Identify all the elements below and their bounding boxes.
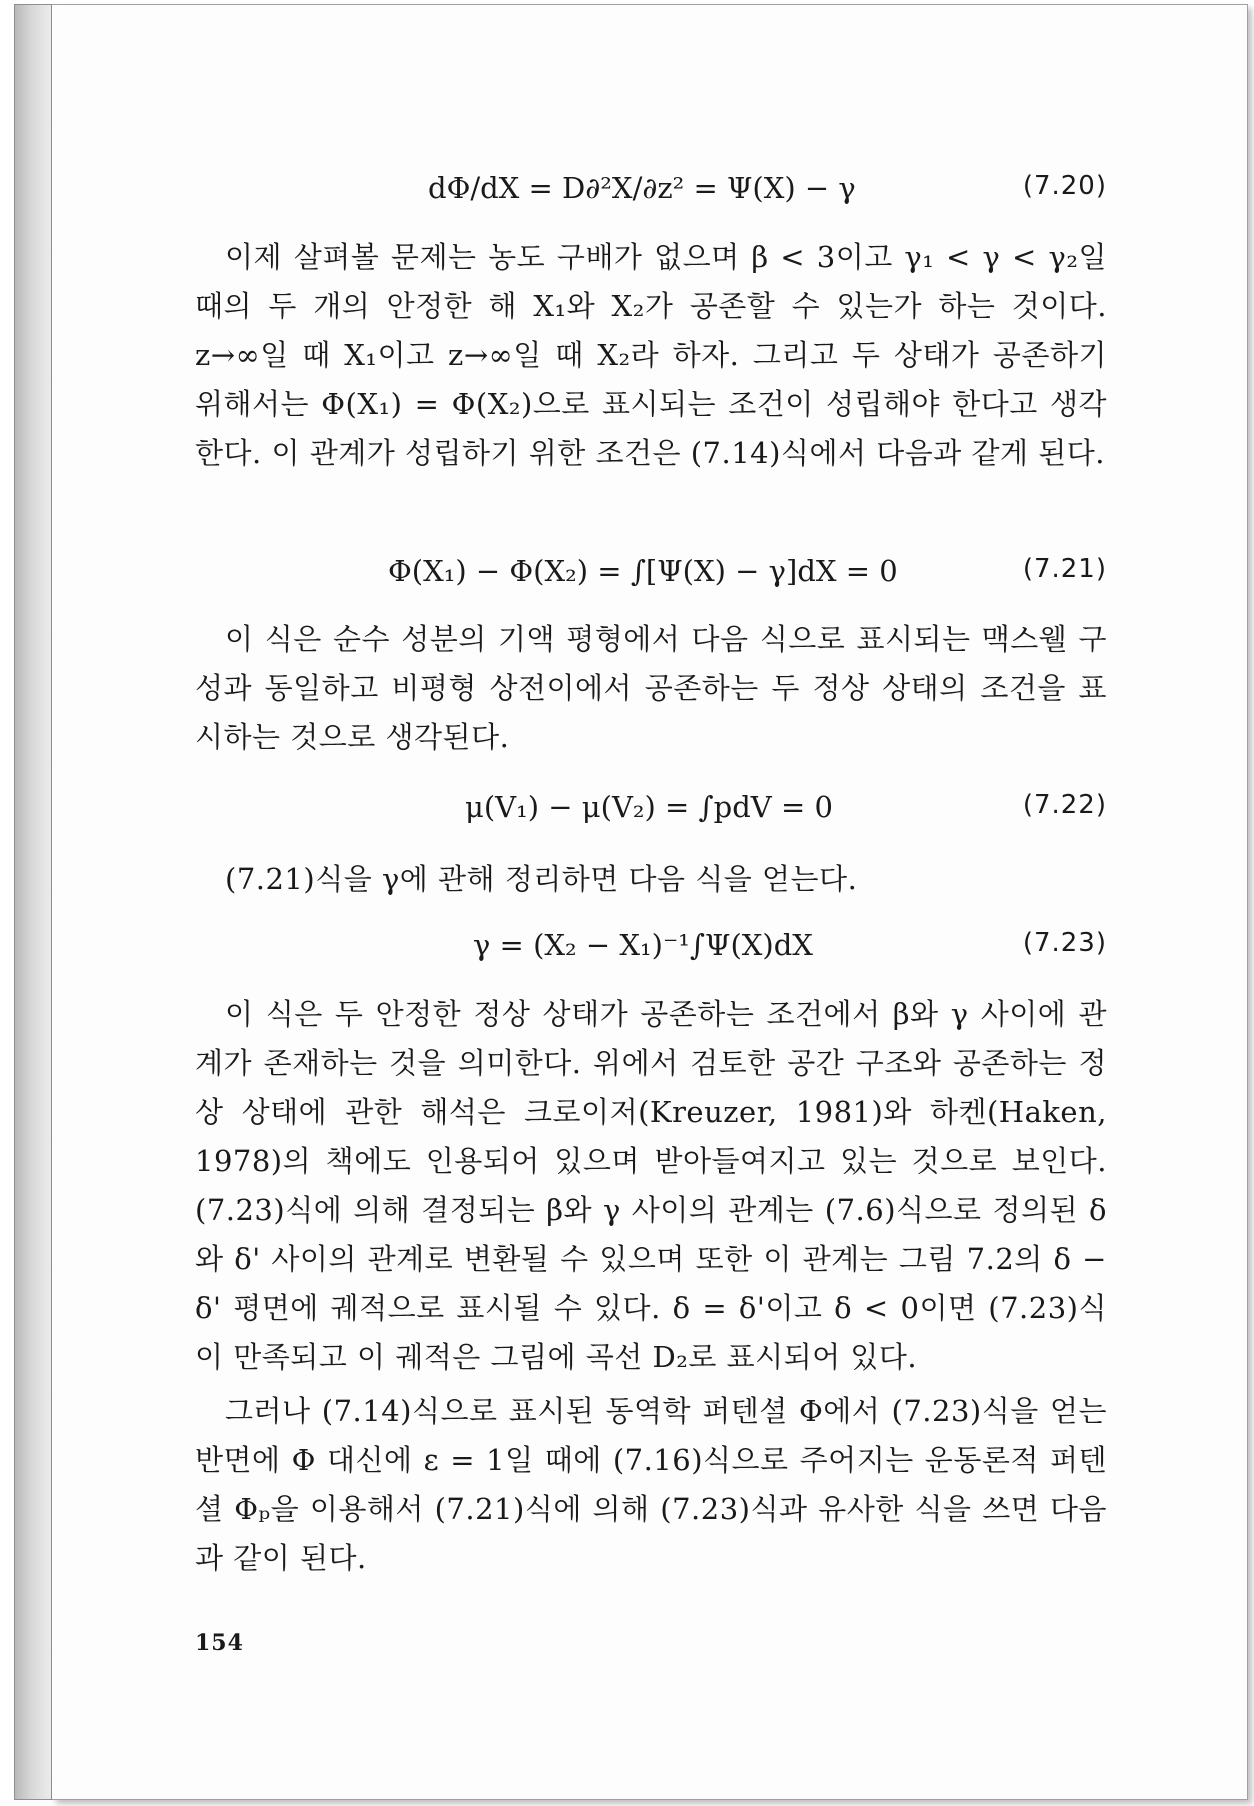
book	[14, 4, 1254, 1802]
equation-number: (7.23)	[1022, 928, 1107, 958]
page-number: 154	[195, 1630, 244, 1656]
equation-expression: μ(V₁) − μ(V₂) = ∫pdV = 0	[465, 790, 833, 824]
equation-number: (7.21)	[1022, 554, 1107, 584]
equation-number: (7.20)	[1022, 171, 1107, 201]
equation-7-23	[195, 928, 1107, 968]
equation-expression: Φ(X₁) − Φ(X₂) = ∫[Ψ(X) − γ]dX = 0	[388, 554, 898, 588]
paragraph-4: 이 식은 두 안정한 정상 상태가 공존하는 조건에서 β와 γ 사이에 관계가 존재하는 것을 의미한다. 위에서 검토한 공간 구조와 공존하는 정상 상태에 관한 해석은 크로이저(Kreuzer, 1981)와 하켄(Haken, 1978)의 책에도 인용되어 있으며 받아들여지고 있는 것으로 보인다. (7.23)식에 의해 결정되는 β와 γ 사이의 관계는 (7.6)식으로 정의된 δ와 δ' 사이의 관계로 변환될 수 있으며 또한 이 관계는 그림 7.2의 δ − δ' 평면에 궤적으로 표시될 수 있다. δ = δ'이고 δ < 0이면 (7.23)식이 만족되고 이 궤적은 그림에 곡선 D₂로 표시되어 있다.	[195, 997, 1107, 1374]
paragraph-5: 그러나 (7.14)식으로 표시된 동역학 퍼텐셜 Φ에서 (7.23)식을 얻는 반면에 Φ 대신에 ε = 1일 때에 (7.16)식으로 주어지는 운동론적 퍼텐셜 Φₚ을 이용해서 (7.21)식에 의해 (7.23)식과 유사한 식을 쓰면 다음과 같이 된다.	[195, 1394, 1107, 1575]
page	[52, 4, 1248, 1800]
paragraph-3: (7.21)식을 γ에 관해 정리하면 다음 식을 얻는다.	[225, 862, 858, 896]
equation-expression: dΦ/dX = D∂²X/∂z² = Ψ(X) − γ	[428, 171, 856, 205]
equation-7-20	[195, 171, 1107, 211]
equation-number: (7.22)	[1022, 790, 1107, 820]
equation-7-22	[195, 790, 1107, 830]
equation-7-21	[195, 554, 1107, 594]
paragraph-2: 이 식은 순수 성분의 기액 평형에서 다음 식으로 표시되는 맥스웰 구성과 동일하고 비평형 상전이에서 공존하는 두 정상 상태의 조건을 표시하는 것으로 생각된다.	[195, 622, 1107, 754]
book-spine	[14, 4, 52, 1800]
equation-expression: γ = (X₂ − X₁)⁻¹∫Ψ(X)dX	[473, 928, 813, 962]
paragraph-1: 이제 살펴볼 문제는 농도 구배가 없으며 β < 3이고 γ₁ < γ < γ₂일 때의 두 개의 안정한 해 X₁와 X₂가 공존할 수 있는가 하는 것이다. z→∞일 때 X₁이고 z→∞일 때 X₂라 하자. 그리고 두 상태가 공존하기 위해서는 Φ(X₁) = Φ(X₂)으로 표시되는 조건이 성립해야 한다고 생각한다. 이 관계가 성립하기 위한 조건은 (7.14)식에서 다음과 같게 된다.	[195, 240, 1107, 470]
